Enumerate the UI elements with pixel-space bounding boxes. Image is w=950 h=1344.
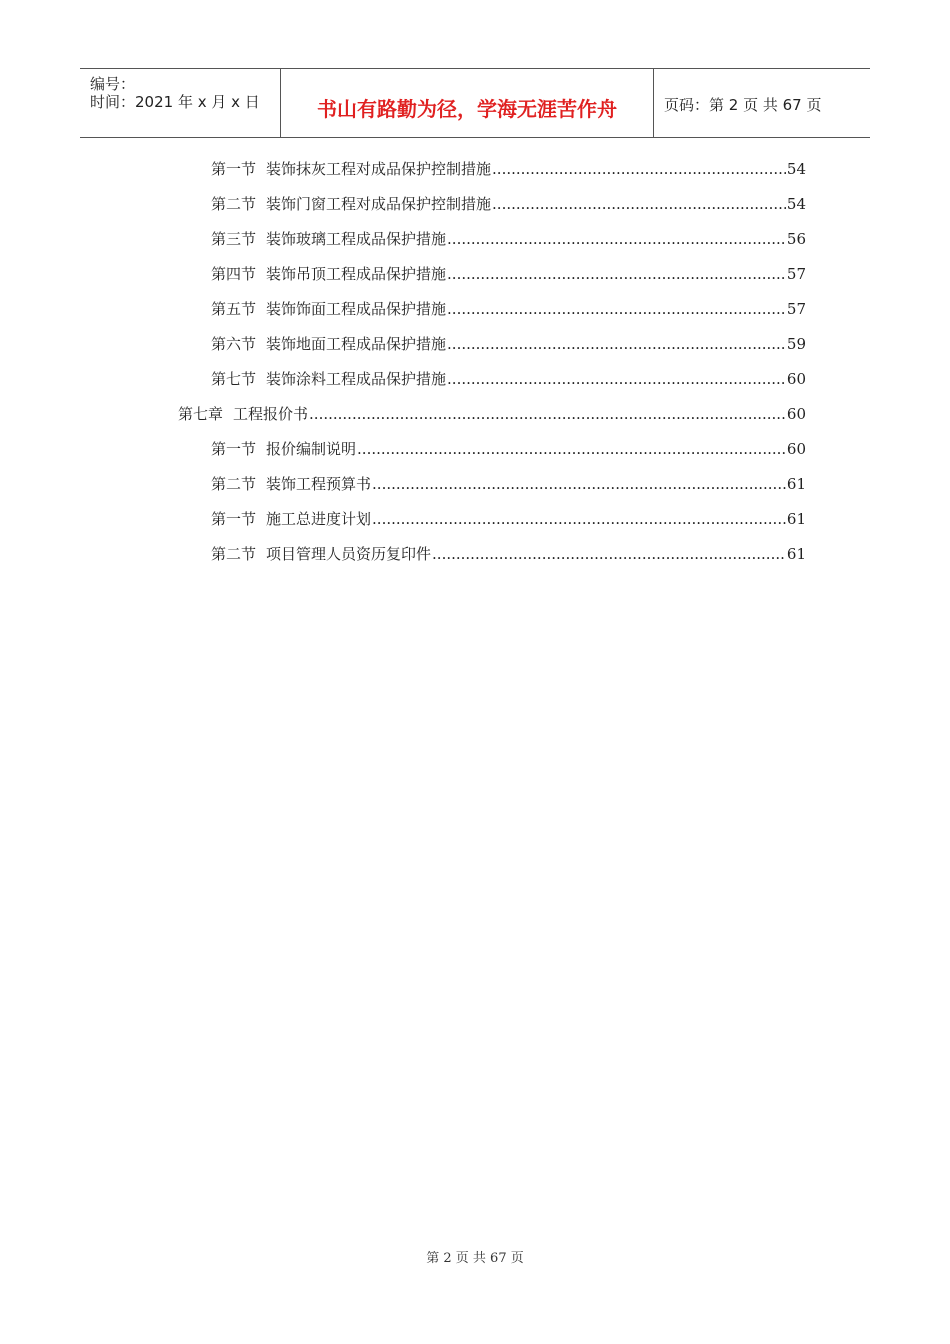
toc-entry-number: 第一节 [211,160,257,178]
header-motto-cell [281,69,654,137]
toc-entry-title: 装饰工程预算书 [266,475,372,493]
toc-leader-dots [447,335,786,353]
toc-entry-number: 第一节 [211,510,257,528]
toc-entry[interactable] [211,193,806,215]
toc-entry-number: 第二节 [211,475,257,493]
toc-entry-title: 工程报价书 [233,405,309,423]
toc-entry-number: 第七章 [178,405,224,423]
toc-entry-number: 第二节 [211,545,257,563]
toc-leader-dots [432,545,786,563]
toc-leader-dots [447,265,786,283]
toc-entry[interactable] [211,508,806,530]
toc-leader-dots [447,370,786,388]
toc-entry-page: 54 [786,160,806,178]
toc-entry-number: 第一节 [211,440,257,458]
toc-entry-title: 项目管理人员资历复印件 [266,545,432,563]
toc-entry[interactable] [211,158,806,180]
toc-leader-dots [492,195,786,213]
toc-entry-page: 57 [786,300,806,318]
toc-entry-page: 61 [786,510,806,528]
toc-entry-page: 61 [786,545,806,563]
toc-entry-page: 57 [786,265,806,283]
toc-entry-title: 装饰吊顶工程成品保护措施 [266,265,447,283]
header-page-info: 页码：第 2 页 共 67 页 [664,96,822,114]
toc-entry-title: 装饰地面工程成品保护措施 [266,335,447,353]
toc-entry-page: 59 [786,335,806,353]
toc-leader-dots [309,405,786,423]
toc-entry-page: 54 [786,195,806,213]
toc-entry[interactable] [211,228,806,250]
toc-entry-title: 装饰涂料工程成品保护措施 [266,370,447,388]
toc-entry-page: 60 [786,370,806,388]
toc-entry[interactable] [211,298,806,320]
time-label: 时间：2021 年 x 月 x 日 [90,93,260,111]
toc-leader-dots [357,440,786,458]
toc-entry[interactable] [211,333,806,355]
toc-entry-title: 装饰饰面工程成品保护措施 [266,300,447,318]
toc-entry[interactable] [178,403,806,425]
toc-leader-dots [447,300,786,318]
toc-entry[interactable] [211,368,806,390]
toc-entry-page: 56 [786,230,806,248]
toc-entry-page: 60 [786,440,806,458]
header-page-cell [654,69,870,137]
toc-leader-dots [447,230,786,248]
toc-entry[interactable] [211,543,806,565]
toc-entry-title: 装饰玻璃工程成品保护措施 [266,230,447,248]
page-footer: 第 2 页 共 67 页 [426,1251,524,1266]
toc-entry-page: 61 [786,475,806,493]
toc-leader-dots [372,475,786,493]
toc-entry-title: 装饰抹灰工程对成品保护控制措施 [266,160,492,178]
toc-entry-title: 报价编制说明 [266,440,357,458]
toc-entry[interactable] [211,473,806,495]
toc-leader-dots [492,160,786,178]
toc-entry-number: 第四节 [211,265,257,283]
toc-entry-number: 第二节 [211,195,257,213]
header-meta-cell [80,69,281,137]
toc-entry-title: 装饰门窗工程对成品保护控制措施 [266,195,492,213]
toc-entry-number: 第六节 [211,335,257,353]
toc-entry[interactable] [211,263,806,285]
toc-entry-title: 施工总进度计划 [266,510,372,528]
toc-entry-number: 第七节 [211,370,257,388]
toc-leader-dots [372,510,786,528]
toc-entry-number: 第五节 [211,300,257,318]
toc-entry[interactable] [211,438,806,460]
document-header [80,68,870,138]
toc-entry-page: 60 [786,405,806,423]
motto-text: 书山有路勤为径，学海无涯苦作舟 [317,97,617,121]
serial-label: 编号： [90,75,136,93]
toc-entry-number: 第三节 [211,230,257,248]
